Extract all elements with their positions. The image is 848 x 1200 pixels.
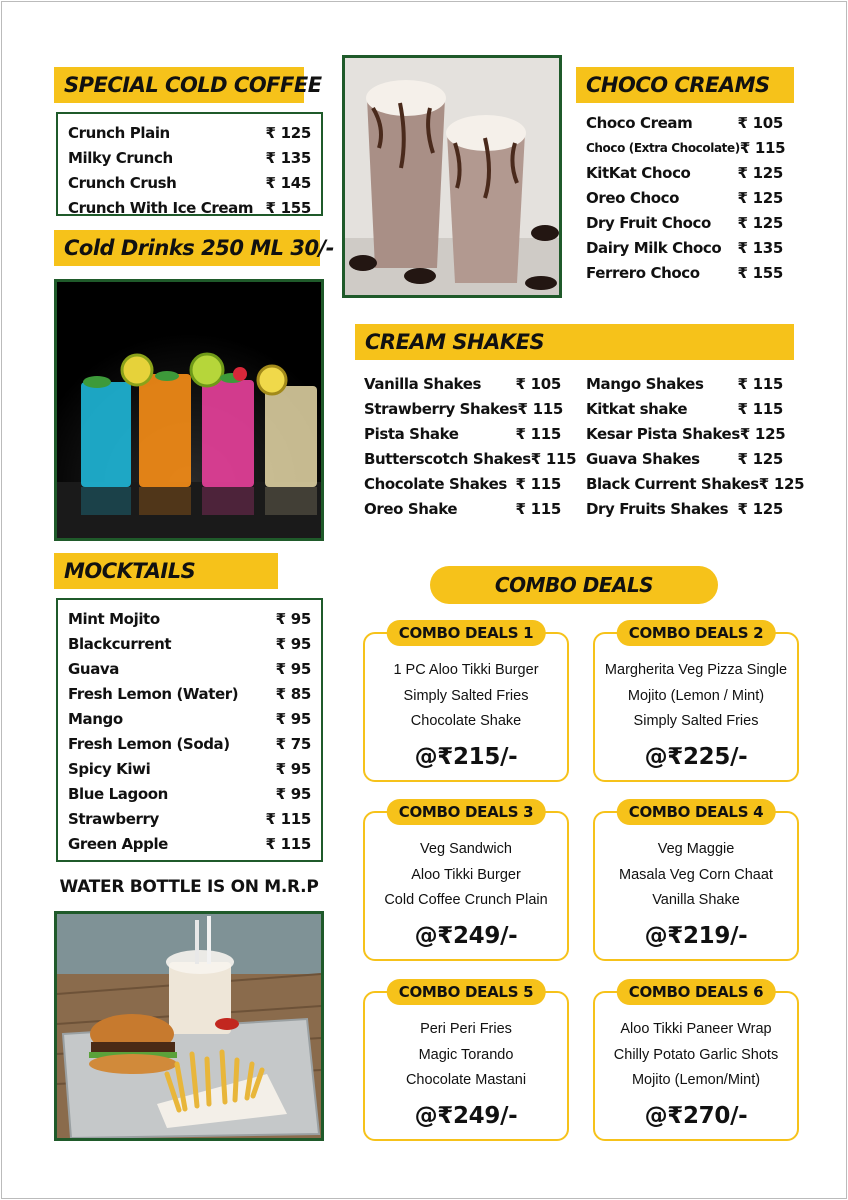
item-name: Dairy Milk Choco [586,238,722,257]
combo-deals-title: COMBO DEALS [494,573,654,597]
menu-item [68,731,311,756]
menu-item [586,210,783,235]
choco-creams-list [586,110,786,285]
combo-deal-card-3 [363,803,569,961]
combo-deal-card-1 [363,624,569,782]
item-price: ₹ 125 [737,449,783,468]
special-cold-coffee-title: SPECIAL COLD COFFEE [64,73,322,97]
combo-deal-item: Mojito (Lemon/Mint) [631,1072,761,1088]
menu-item [68,631,311,656]
cream-shakes-title: CREAM SHAKES [365,330,545,354]
item-name: Fresh Lemon (Soda) [68,734,230,753]
menu-item [68,170,311,195]
combo-deal-item: Cold Coffee Crunch Plain [384,892,548,908]
item-price: ₹ 105 [737,113,783,132]
item-name: Kitkat shake [586,399,688,418]
menu-item [68,806,311,831]
cold-drinks-title: Cold Drinks 250 ML 30/- [64,236,334,260]
menu-item [586,135,786,160]
item-price: ₹ 75 [275,734,311,753]
combo-deal-price: @₹270/- [644,1103,748,1129]
combo-deal-items [365,1017,567,1094]
menu-item [364,496,561,521]
item-price: ₹ 115 [737,374,783,393]
menu-item [68,606,311,631]
combo-deal-items [595,1017,797,1094]
combo-deal-label: COMBO DEALS 1 [398,624,534,642]
item-name: Crunch With Ice Cream [68,198,254,217]
combo-deal-tag [387,799,546,825]
menu-item [68,120,311,145]
menu-item [68,706,311,731]
item-price: ₹ 135 [737,238,783,257]
special-cold-coffee-list [56,112,323,216]
item-name: Milky Crunch [68,148,173,167]
combo-deal-item: Chilly Potato Garlic Shots [613,1046,779,1063]
item-price: ₹ 115 [515,499,561,518]
item-name: Crunch Crush [68,173,177,192]
menu-item [586,160,783,185]
combo-deal-card-5 [363,983,569,1141]
item-name: Strawberry [68,809,159,828]
menu-item [586,235,783,260]
item-name: Butterscotch Shakes [364,449,531,468]
item-price: ₹ 125 [737,213,783,232]
combo-deal-card-4 [593,803,799,961]
mocktail-glasses-illustration [57,282,321,538]
combo-deals-header [430,566,718,604]
menu-item [364,471,561,496]
combo-deal-price: @₹215/- [414,744,518,770]
combo-deal-tag [387,979,546,1005]
item-price: ₹ 95 [275,609,311,628]
item-name: Green Apple [68,834,168,853]
combo-deal-item: Aloo Tikki Burger [411,866,521,883]
item-name: Pista Shake [364,424,459,443]
item-price: ₹ 115 [265,809,311,828]
menu-item [68,656,311,681]
combo-deal-item: Aloo Tikki Paneer Wrap [620,1021,772,1037]
item-price: ₹ 125 [737,188,783,207]
combo-deal-item: Margherita Veg Pizza Single [604,662,788,678]
item-price: ₹ 95 [275,659,311,678]
menu-item [586,396,783,421]
item-name: Chocolate Shakes [364,474,507,493]
item-name: Mango [68,709,123,728]
item-name: KitKat Choco [586,163,691,182]
item-name: Dry Fruits Shakes [586,499,729,518]
cream-shakes-left-list [364,371,577,521]
item-price: ₹ 115 [530,449,577,468]
item-name: Choco Cream [586,113,693,132]
menu-item [586,260,783,285]
item-name: Crunch Plain [68,123,170,142]
item-price: ₹ 155 [737,263,783,282]
item-price: ₹ 125 [737,499,783,518]
menu-item [68,195,311,220]
combo-deal-price: @₹249/- [414,923,518,949]
combo-deal-item: Peri Peri Fries [420,1021,512,1037]
cream-shakes-right-list [586,371,805,521]
combo-deal-item: Mojito (Lemon / Mint) [627,687,765,704]
menu-item [586,471,805,496]
combo-deal-label: COMBO DEALS 4 [628,803,764,821]
menu-item [364,446,577,471]
item-price: ₹ 145 [265,173,311,192]
mocktails-title: MOCKTAILS [64,559,196,583]
combo-deal-item: Magic Torando [418,1046,514,1063]
combo-deal-label: COMBO DEALS 2 [628,624,764,642]
burger-fries-photo [54,911,324,1141]
menu-item [586,110,783,135]
menu-item [586,446,783,471]
item-name: Oreo Choco [586,188,680,207]
combo-deal-item: Simply Salted Fries [633,713,759,729]
combo-deal-price: @₹249/- [414,1103,518,1129]
menu-item [68,145,311,170]
menu-item [68,756,311,781]
item-name: Ferrero Choco [586,263,700,282]
combo-deal-price: @₹219/- [644,923,748,949]
item-name: Guava Shakes [586,449,700,468]
item-price: ₹ 125 [265,123,311,142]
menu-item [364,371,561,396]
combo-deal-item: Masala Veg Corn Chaat [619,866,773,883]
item-price: ₹ 115 [737,399,783,418]
item-name: Blue Lagoon [68,784,168,803]
combo-deal-item: 1 PC Aloo Tikki Burger [393,662,539,678]
menu-item [68,831,311,856]
combo-deal-item: Vanilla Shake [652,892,740,908]
combo-deal-tag [387,620,546,646]
item-price: ₹ 155 [265,198,311,217]
item-name: Guava [68,659,120,678]
item-price: ₹ 115 [517,399,564,418]
combo-deal-items [595,658,797,735]
item-name: Spicy Kiwi [68,759,151,778]
item-price: ₹ 115 [515,424,561,443]
item-name: Mango Shakes [586,374,704,393]
combo-deal-price: @₹225/- [644,744,748,770]
menu-item [68,681,311,706]
combo-deal-tag [617,620,776,646]
item-name: Vanilla Shakes [364,374,482,393]
mocktails-list [56,598,323,862]
water-bottle-note: WATER BOTTLE IS ON M.R.P [59,877,319,897]
item-price: ₹ 85 [275,684,311,703]
choco-creams-header [576,67,794,103]
combo-deal-item: Veg Maggie [657,841,735,857]
menu-item [364,396,564,421]
item-name: Dry Fruit Choco [586,213,711,232]
item-name: Black Current Shakes [586,474,759,493]
item-price: ₹ 115 [739,138,786,157]
item-price: ₹ 115 [515,474,561,493]
item-price: ₹ 95 [275,634,311,653]
menu-item [586,371,783,396]
item-name: Blackcurrent [68,634,172,653]
item-price: ₹ 125 [758,474,805,493]
combo-deal-tag [617,979,776,1005]
combo-deal-items [365,837,567,914]
item-name: Fresh Lemon (Water) [68,684,239,703]
menu-item [364,421,561,446]
menu-item [586,185,783,210]
item-price: ₹ 95 [275,784,311,803]
cream-shakes-header [355,324,794,360]
item-price: ₹ 105 [515,374,561,393]
item-name: Oreo Shake [364,499,458,518]
item-price: ₹ 115 [265,834,311,853]
cold-drinks-photo [54,279,324,541]
shake-glasses-illustration [345,58,559,295]
item-price: ₹ 95 [275,709,311,728]
item-price: ₹ 125 [739,424,786,443]
combo-deal-item: Veg Sandwich [420,841,512,857]
combo-deal-item: Simply Salted Fries [403,687,529,704]
combo-deal-label: COMBO DEALS 3 [398,803,534,821]
menu-item [586,496,783,521]
cold-drinks-header [54,230,334,266]
combo-deal-tag [617,799,776,825]
item-name: Choco (Extra Chocolate) [586,140,740,155]
combo-deal-items [595,837,797,914]
item-price: ₹ 125 [737,163,783,182]
item-name: Kesar Pista Shakes [586,424,740,443]
combo-deal-item: Chocolate Shake [410,713,522,729]
item-price: ₹ 95 [275,759,311,778]
choco-creams-title: CHOCO CREAMS [586,73,770,97]
combo-deal-item: Chocolate Mastani [405,1072,527,1088]
burger-fries-illustration [57,914,321,1138]
menu-item [586,421,786,446]
combo-deal-card-6 [593,983,799,1141]
combo-deal-card-2 [593,624,799,782]
item-name: Mint Mojito [68,609,160,628]
combo-deal-label: COMBO DEALS 6 [628,983,764,1001]
item-price: ₹ 135 [265,148,311,167]
special-cold-coffee-header [54,67,322,103]
menu-item [68,781,311,806]
combo-deal-label: COMBO DEALS 5 [398,983,534,1001]
chocolate-shake-photo [342,55,562,298]
mocktails-header [54,553,278,589]
combo-deal-items [365,658,567,735]
item-name: Strawberry Shakes [364,399,518,418]
